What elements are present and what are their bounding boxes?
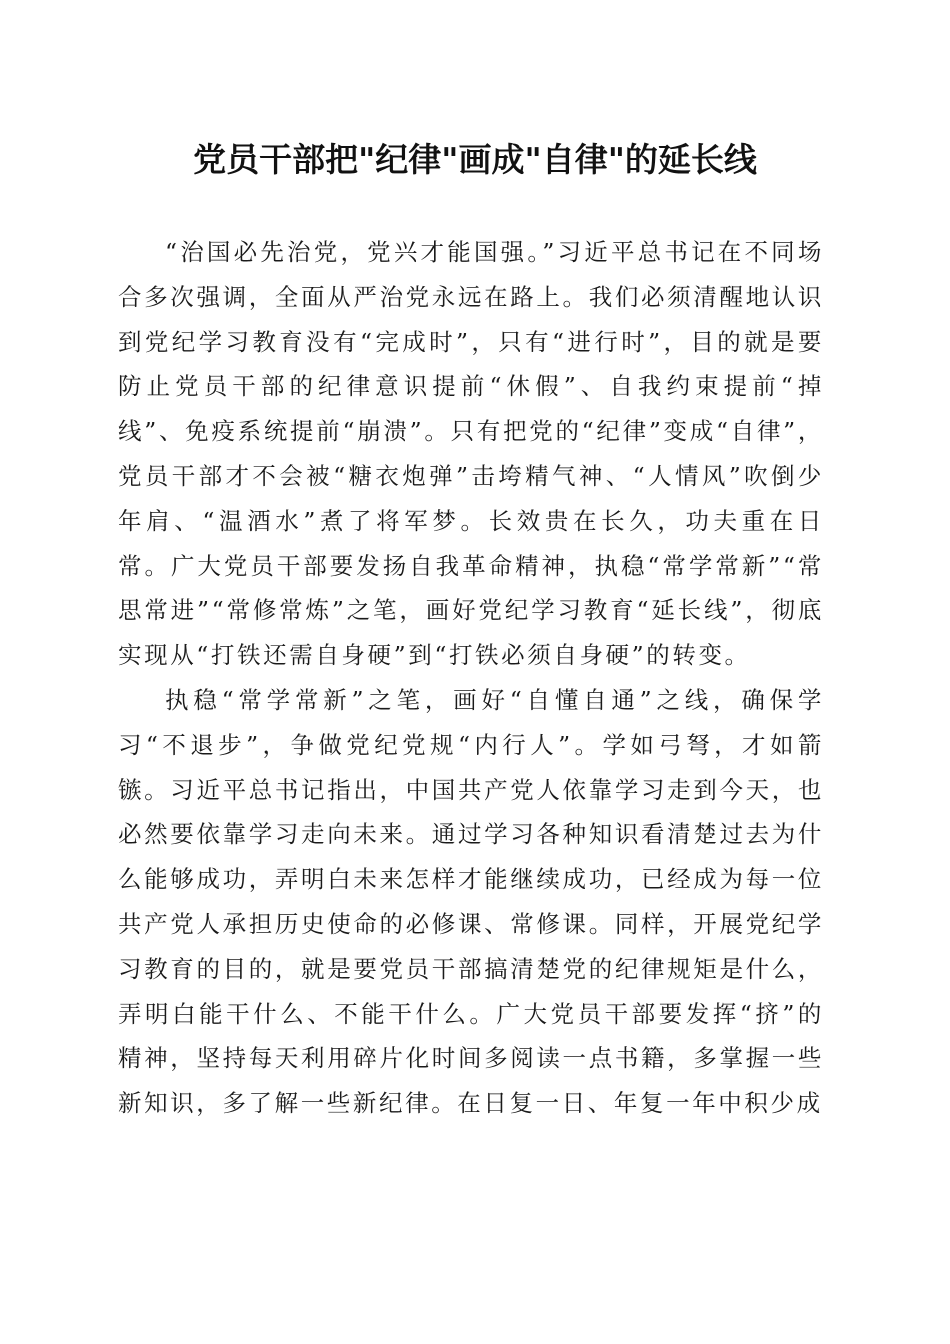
- document-body: [118, 230, 824, 1126]
- paragraph-2: 执稳“常学常新”之笔，画好“自懂自通”之线，确保学习“不退步”，争做党纪党规“内行人”。学如弓弩，才如箭镞。习近平总书记指出，中国共产党人依靠学习走到今天，也必然要依靠学习走向未来。通过学习各种知识看清楚过去为什么能够成功，弄明白未来怎样才能继续成功，已经成为每一位共产党人承担历史使命的必修课、常修课。同样，开展党纪学习教育的目的，就是要党员干部搞清楚党的纪律规矩是什么，弄明白能干什么、不能干什么。广大党员干部要发挥“挤”的精神，坚持每天利用碎片化时间多阅读一点书籍，多掌握一些新知识，多了解一些新纪律。在日复一日、年复一年中积少成: [118, 685, 824, 1118]
- document-title: 党员干部把"纪律"画成"自律"的延长线: [193, 140, 757, 179]
- paragraph-1: “治国必先治党，党兴才能国强。”习近平总书记在不同场合多次强调，全面从严治党永远在路上。我们必须清醒地认识到党纪学习教育没有“完成时”，只有“进行时”，目的就是要防止党员干部的纪律意识提前“休假”、自我约束提前“掉线”、免疫系统提前“崩溃”。只有把党的“纪律”变成“自律”，党员干部才不会被“糖衣炮弹”击垮精气神、“人情风”吹倒少年肩、“温酒水”煮了将军梦。长效贵在长久，功夫重在日常。广大党员干部要发扬自我革命精神，执稳“常学常新”“常思常进”“常修常炼”之笔，画好党纪学习教育“延长线”，彻底实现从“打铁还需自身硬”到“打铁必须自身硬”的转变。: [118, 238, 824, 670]
